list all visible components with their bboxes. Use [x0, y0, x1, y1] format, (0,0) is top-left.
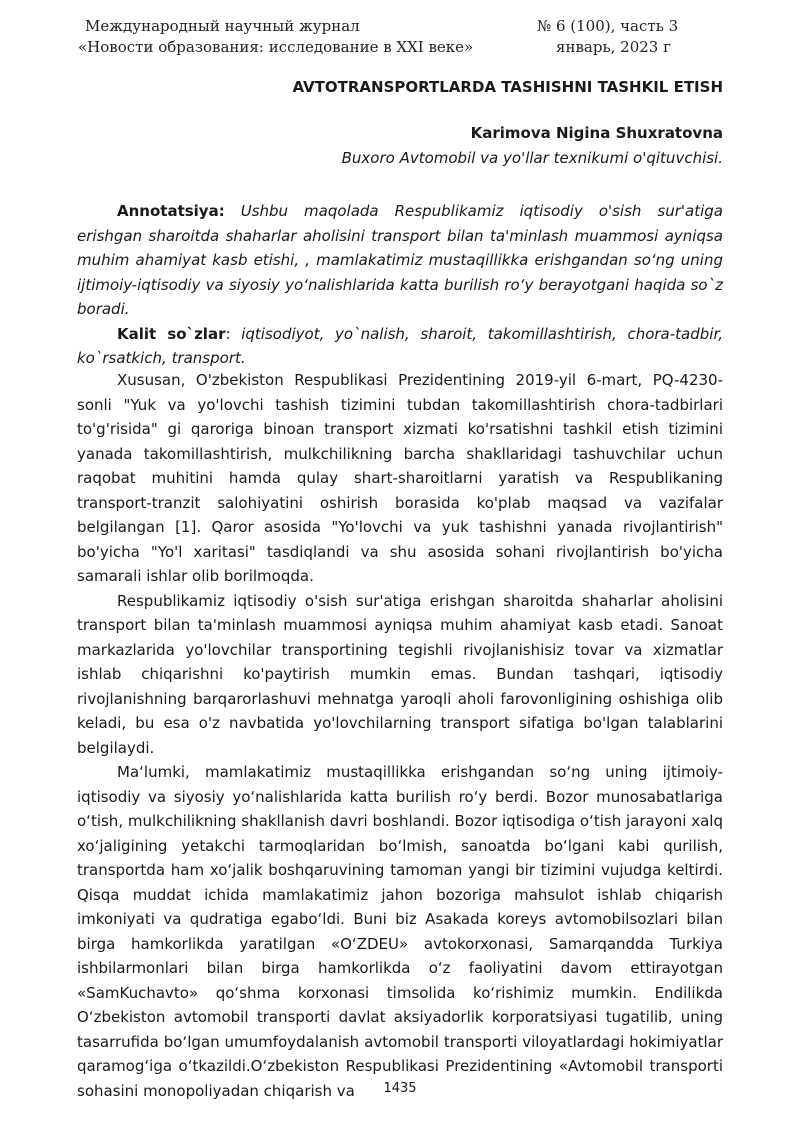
journal-name: «Новости образования: исследование в XXI веке»	[78, 38, 474, 56]
journal-header	[0, 16, 800, 60]
issue-date: январь, 2023 г	[556, 38, 671, 56]
annotation-label: Annotatsiya:	[117, 202, 225, 220]
annotation-paragraph	[77, 199, 723, 322]
journal-label: Международный научный журнал	[85, 17, 360, 35]
body-paragraph: Xususan, O'zbekiston Respublikasi Prezidentining 2019-yil 6-mart, PQ-4230-sonli "Yuk va yo'lovchi tashish tizimini tubdan takomillashtirish chora-tadbirlari to'g'risida" gi qaroriga binoan transport xizmati ko'rsatishni tashkil etish tizimini yanada takomillashtirish, mulkchilikning barcha shakllaridagi tashuvchilar uchun raqobat muhitini hamda qulay shart-sharoitlarni yaratish va Respublikaning transport-tranzit salohiyatini oshirish borasida ko'plab maqsad va vazifalar belgilangan [1]. Qaror asosida "Yo'lovchi va yuk tashishni yanada rivojlantirish" bo'yicha "Yo'l xaritasi" tasdiqlandi va shu asosida sohani rivojlantirish bo'yicha samarali ishlar olib borilmoqda.	[77, 371, 723, 585]
abstract-section	[77, 199, 723, 371]
body-paragraph: Respublikamiz iqtisodiy o'sish sur'atiga erishgan sharoitda shaharlar aholisini transport bilan ta'minlash muammosi ayniqsa muhim ahamiyat kasb etadi. Sanoat markazlarida yo'lovchilar transportining tegishli rivojlanishisiz tovar va xizmatlar ishlab chiqarishni ko'paytirish mumkin emas. Bundan tashqari, iqtisodiy rivojlanishning barqarorlashuvi mehnatga yaroqli aholi farovonligining oshishiga olib keladi, bu esa o'z navbatida yo'lovchilarning transport sifatiga bo'lgan talablarini belgilaydi.	[77, 591, 723, 757]
issue-number: № 6 (100), часть 3	[537, 17, 679, 35]
article-title: AVTOTRANSPORTLARDA TASHISHNI TASHKIL ETISH	[292, 78, 723, 96]
author-name: Karimova Nigina Shuxratovna	[470, 124, 723, 142]
page-number: 1435	[383, 1081, 417, 1096]
keywords-label: Kalit so`zlar	[117, 324, 226, 343]
keywords-text: iqtisodiyot, yo`nalish, sharoit, takomillashtirish, chora-tadbir, ko`rsatkich, transport.	[77, 324, 724, 367]
keywords-paragraph: Kalit so`zlar: iqtisodiyot, yo`nalish, sharoit, takomillashtirish, chora-tadbir, ko`rsatkich, transport.	[77, 324, 724, 367]
author-affiliation: Buxoro Avtomobil va yo'llar texnikumi o'qituvchisi.	[341, 149, 723, 167]
article-body	[77, 368, 723, 1103]
body-paragraph: Ma‘lumki, mamlakatimiz mustaqillikka erishgandan so‘ng uning ijtimoiy-iqtisodiy va siyosiy yo‘nalishlarida katta burilish ro‘y berdi. Bozor munosabatlariga o‘tish, mulkchilikning shakllanish davri boshlandi. Bozor iqtisodiga o‘tish jarayoni xalq xo‘jaligining yetakchi tarmoqlaridan bo‘lmish, sanoatda bo‘lgani kabi qurilish, transportda ham xo‘jalik boshqaruvining tamoman yangi bir tizimini vujudga keltirdi. Qisqa muddat ichida mamlakatimiz jahon bozoriga mahsulot ishlab chiqarish imkoniyati va qudratiga egabo‘ldi. Buni biz Asakada koreys avtomobilsozlari bilan birga hamkorlikda yaratilgan «O‘ZDEU» avtokorxonasi, Samarqandda Turkiya ishbilarmonlari bilan birga hamkorlikda o‘z faoliyatini davom ettirayotgan «SamKuchavto» qo‘shma korxonasi timsolida ko‘rishimiz mumkin. Endilikda O‘zbekiston avtomobil transporti davlat aksiyadorlik korporatsiyasi tugatilib, uning tasarrufida bo‘lgan umumfoydalanish avtomobil transporti viloyatlardagi hokimiyatlar qaramog‘iga o‘tkazildi.O‘zbekiston Respublikasi Prezidentining «Avtomobil transporti sohasini monopoliyadan chiqarish va	[77, 763, 723, 1100]
annotation-text: Ushbu maqolada Respublikamiz iqtisodiy o'sish sur'atiga erishgan sharoitda shaharlar aholisini transport bilan ta'minlash muammosi ayniqsa muhim ahamiyat kasb etishi, , mamlakatimiz mustaqillikka erishgandan so‘ng uning ijtimoiy-iqtisodiy va siyosiy yo‘nalishlarida katta burilish ro‘y berayotgani haqida so`z boradi.	[77, 202, 723, 318]
